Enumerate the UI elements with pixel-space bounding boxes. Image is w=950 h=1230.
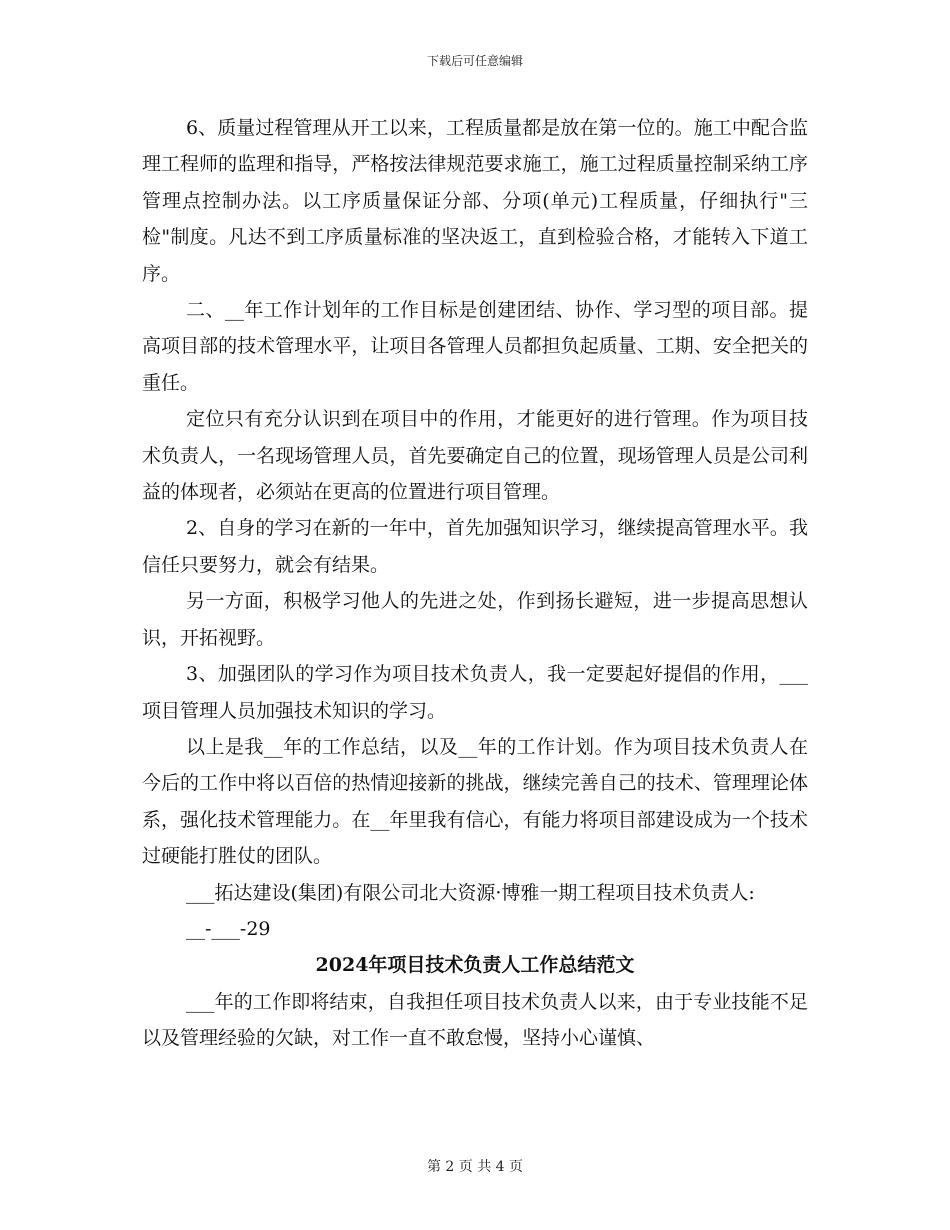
page-footer: 第 2 页 共 4 页 <box>426 1159 524 1175</box>
paragraph-date: __-___-29 <box>186 917 271 940</box>
paragraph-positioning: 定位只有充分认识到在项目中的作用，才能更好的进行管理。作为项目技术负责人，一名现场管理人员，首先要确定自己的位置，现场管理人员是公司利益的体现者，必须站在更高的位置进行项目管理。 <box>142 408 808 504</box>
paragraph-work-plan: 二、__年工作计划年的工作目标是创建团结、协作、学习型的项目部。提高项目部的技术管理水平，让项目各管理人员都担负起质量、工期、安全把关的重任。 <box>142 299 808 394</box>
paragraph-team-learning: 3、加强团队的学习作为项目技术负责人，我一定要起好提倡的作用，___项目管理人员加强技术知识的学习。 <box>142 663 808 722</box>
paragraph-signature: ___拓达建设(集团)有限公司北大资源·博雅一期工程项目技术负责人: <box>186 881 755 904</box>
document-body <box>142 110 808 1057</box>
paragraph-quality-management: 6、质量过程管理从开工以来，工程质量都是放在第一位的。施工中配合监理工程师的监理和指导，严格按法律规范要求施工，施工过程质量控制采纳工序管理点控制办法。以工序质量保证分部、分项(单元)工程质量，仔细执行"三检"制度。凡达不到工序质量标准的坚决返工，直到检验合格，才能转入下道工序。 <box>142 117 808 285</box>
paragraph-self-learning: 2、自身的学习在新的一年中，首先加强知识学习，继续提高管理水平。我信任只要努力，就会有结果。 <box>142 517 808 576</box>
paragraph-summary: 以上是我__年的工作总结，以及__年的工作计划。作为项目技术负责人在今后的工作中将以百倍的热情迎接新的挑战，继续完善自己的技术、管理理论体系，强化技术管理能力。在__年里我有信心，有能力将项目部建设成为一个技术过硬能打胜仗的团队。 <box>142 735 808 868</box>
paragraph-new-section-intro: ___年的工作即将结束，自我担任项目技术负责人以来，由于专业技能不足以及管理经验的欠缺，对工作一直不敢怠慢，坚持小心谨慎、 <box>142 990 808 1050</box>
section-title: 2024年项目技术负责人工作总结范文 <box>315 954 635 977</box>
paragraph-learn-from-others: 另一方面，积极学习他人的先进之处，作到扬长避短，进一步提高思想认识，开拓视野。 <box>142 590 808 649</box>
page-header: 下载后可任意编辑 <box>426 54 523 68</box>
